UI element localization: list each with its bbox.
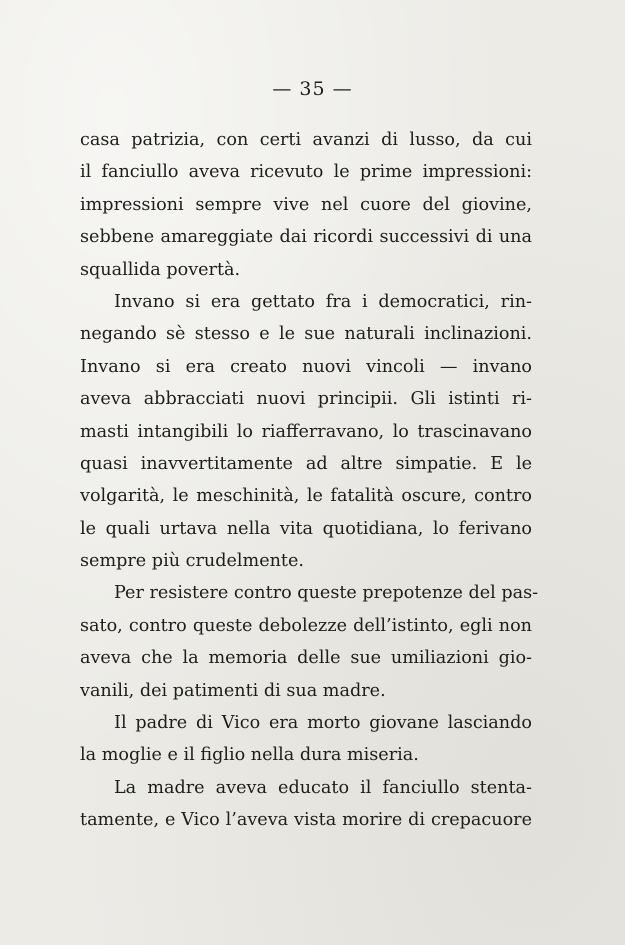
paragraph-start-line: La madre aveva educato il fanciullo stenta-: [114, 777, 532, 798]
body-text: [80, 124, 539, 837]
text-line: squallida povertà.: [80, 259, 241, 280]
text-line: vanili, dei patimenti di sua madre.: [80, 680, 386, 701]
text-line: la moglie e il figlio nella dura miseria.: [80, 745, 419, 766]
text-line: volgarità, le meschinità, le fatalità oscure, contro: [80, 486, 532, 507]
text-line: quasi inavvertitamente ad altre simpatie. E le: [80, 453, 532, 474]
text-line: tamente, e Vico l’aveva vista morire di crepacuore: [80, 810, 532, 831]
paragraph-start-line: Per resistere contro queste prepotenze del pas-: [114, 583, 539, 604]
text-line: sato, contro queste debolezze dell’istinto, egli non: [80, 615, 532, 636]
text-line: sempre più crudelmente.: [80, 551, 305, 572]
text-line: aveva che la memoria delle sue umiliazioni gio-: [80, 648, 532, 669]
paragraph-start-line: Invano si era gettato fra i democratici, rin-: [114, 291, 532, 312]
text-line: negando sè stesso e le sue naturali inclinazioni.: [80, 324, 532, 345]
paragraph-start-line: Il padre di Vico era morto giovane lasciando: [114, 713, 532, 734]
text-line: sebbene amareggiate dai ricordi successivi di una: [80, 227, 532, 248]
text-line: masti intangibili lo riafferravano, lo trascinavano: [80, 421, 532, 442]
page-number: — 35 —: [272, 78, 353, 100]
text-line: il fanciullo aveva ricevuto le prime impressioni:: [80, 162, 532, 183]
text-line: impressioni sempre vive nel cuore del giovine,: [80, 194, 532, 215]
text-line: aveva abbracciati nuovi principii. Gli istinti ri-: [80, 389, 532, 410]
text-line: casa patrizia, con certi avanzi di lusso, da cui: [80, 130, 532, 150]
text-line: le quali urtava nella vita quotidiana, lo ferivano: [80, 518, 532, 539]
text-line: Invano si era creato nuovi vincoli — invano: [80, 356, 532, 377]
